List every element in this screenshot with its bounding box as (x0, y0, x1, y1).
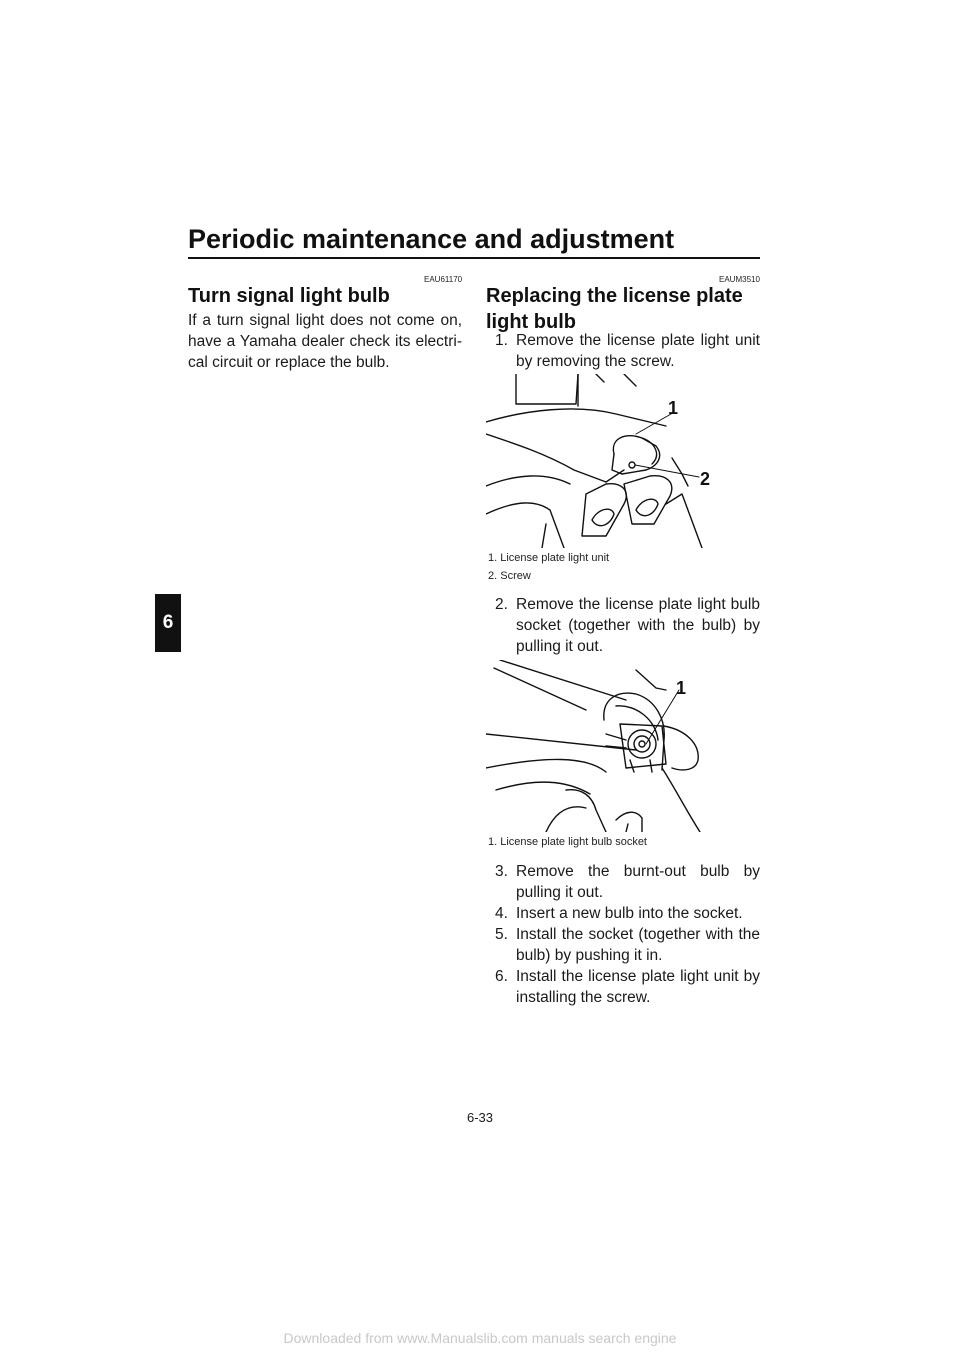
step-text: Install the license plate light unit by installing the screw. (516, 968, 760, 1006)
section-code: EAU61170 (424, 275, 463, 284)
step-number: 3. (495, 863, 508, 880)
section-body-text: If a turn signal light does not come on, have a Yamaha dealer check its electri-cal circuit or replace the bulb. (188, 312, 462, 371)
steps-list-a (486, 330, 760, 372)
step-number: 5. (495, 926, 508, 943)
step-text: Remove the burnt-out bulb by pulling it out. (516, 863, 760, 901)
section-body (188, 310, 462, 373)
step-text: Insert a new bulb into the socket. (516, 905, 743, 922)
step-item (486, 903, 760, 924)
figure-caption-list (488, 833, 647, 851)
step-number: 1. (495, 332, 508, 349)
header-divider (188, 257, 760, 259)
figure-caption: 1. License plate light bulb socket (488, 836, 647, 848)
callout-1: 1 (676, 678, 687, 698)
section-heading-line: light bulb (486, 311, 576, 333)
figure-license-plate-light-unit (486, 374, 728, 548)
steps-list-b (486, 594, 760, 657)
callout-1: 1 (668, 398, 679, 418)
steps-list-c (486, 861, 760, 1008)
license-plate-bulb-socket-illustration (486, 660, 708, 832)
page-number: 6-33 (466, 1110, 494, 1125)
section-code: EAUM3510 (719, 275, 760, 284)
section-heading (486, 283, 760, 335)
step-item (486, 966, 760, 1008)
figure-caption: 1. License plate light unit (488, 552, 610, 564)
figure-caption: 2. Screw (488, 570, 531, 582)
step-text: Install the socket (together with the bulb) by pushing it in. (516, 926, 760, 964)
step-text: Remove the license plate light unit by removing the screw. (516, 332, 760, 370)
callout-2: 2 (700, 469, 711, 489)
chapter-tab: 6 (155, 594, 181, 652)
step-item (486, 594, 760, 657)
step-number: 4. (495, 905, 508, 922)
step-number: 6. (495, 968, 508, 985)
step-item (486, 924, 760, 966)
figure-license-plate-bulb-socket (486, 660, 708, 832)
footer-watermark[interactable]: Downloaded from www.Manualslib.com manuals search engine (283, 1330, 677, 1346)
step-item (486, 861, 760, 903)
step-number: 2. (495, 596, 508, 613)
page-header-title: Periodic maintenance and adjustment (188, 224, 675, 254)
step-item (486, 330, 760, 372)
step-text: Remove the license plate light bulb socket (together with the bulb) by pulling it out. (516, 596, 760, 655)
section-heading: Turn signal light bulb (188, 285, 390, 307)
section-heading-line: Replacing the license plate (486, 285, 743, 307)
figure-caption-list (488, 549, 609, 585)
license-plate-light-unit-illustration (486, 374, 728, 548)
